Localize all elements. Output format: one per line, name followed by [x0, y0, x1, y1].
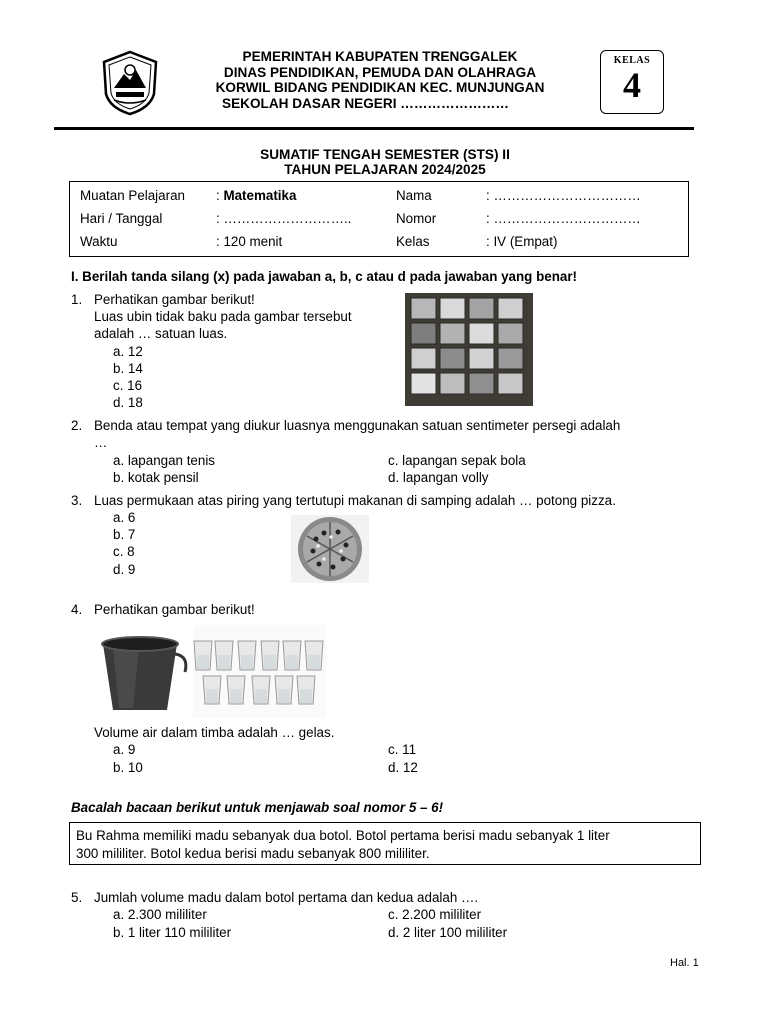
q4-line2: Volume air dalam timba adalah … gelas. [94, 725, 335, 740]
header-line-3: KORWIL BIDANG PENDIDIKAN KEC. MUNJUNGAN [215, 80, 545, 95]
q4-option-c[interactable]: c. 11 [388, 742, 417, 757]
header-line-1: PEMERINTAH KABUPATEN TRENGGALEK [242, 49, 518, 64]
q2-line1: Benda atau tempat yang diukur luasnya menggunakan satuan sentimeter persegi adalah [94, 418, 621, 433]
nomor-label: Nomor [396, 211, 437, 226]
nama-label: Nama [396, 188, 432, 203]
exam-title: SUMATIF TENGAH SEMESTER (STS) II [260, 147, 510, 162]
passage-box [69, 822, 701, 865]
q2-line2: … [94, 435, 108, 450]
q4-number: 4. [71, 602, 83, 617]
kelas-value: : IV (Empat) [486, 234, 558, 249]
q5-option-c[interactable]: c. 2.200 mililiter [388, 907, 482, 922]
page-number: Hal. 1 [670, 957, 699, 969]
q3-option-c[interactable]: c. 8 [113, 544, 135, 559]
student-info-box [69, 181, 689, 257]
q5-line1: Jumlah volume madu dalam botol pertama dan kedua adalah …. [94, 890, 479, 905]
nomor-value: : …………………………… [486, 211, 641, 226]
q1-line3: adalah … satuan luas. [94, 326, 228, 341]
q3-line1: Luas permukaan atas piring yang tertutupi makanan di samping adalah … potong pizza. [94, 493, 616, 508]
q3-option-a[interactable]: a. 6 [113, 510, 136, 525]
muatan-label: Muatan Pelajaran [80, 188, 185, 203]
q4-line1: Perhatikan gambar berikut! [94, 602, 255, 617]
kelas-badge-number: 4 [623, 65, 641, 105]
kelas-label: Kelas [396, 234, 430, 249]
q2-option-d[interactable]: d. lapangan volly [388, 470, 489, 485]
q4-option-a[interactable]: a. 9 [113, 742, 136, 757]
q1-option-b[interactable]: b. 14 [113, 361, 143, 376]
q2-option-a[interactable]: a. lapangan tenis [113, 453, 215, 468]
glasses-image [193, 625, 326, 718]
hari-value: : ……………………….. [216, 211, 352, 226]
q3-option-b[interactable]: b. 7 [113, 527, 136, 542]
q5-option-d[interactable]: d. 2 liter 100 mililiter [388, 925, 508, 940]
q4-option-b[interactable]: b. 10 [113, 760, 143, 775]
q1-option-a[interactable]: a. 12 [113, 344, 143, 359]
header-line-2: DINAS PENDIDIKAN, PEMUDA DAN OLAHRAGA [223, 65, 537, 80]
q1-number: 1. [71, 292, 83, 307]
q1-option-c[interactable]: c. 16 [113, 378, 143, 393]
regency-logo [100, 50, 160, 116]
passage-line-1: Bu Rahma memiliki madu sebanyak dua botol. Botol pertama berisi madu sebanyak 1 liter [76, 828, 610, 843]
bucket-image [99, 632, 189, 714]
q1-line1: Perhatikan gambar berikut! [94, 292, 255, 307]
passage-line-2: 300 mililiter. Botol kedua berisi madu sebanyak 800 mililiter. [76, 846, 430, 861]
q2-option-c[interactable]: c. lapangan sepak bola [388, 453, 526, 468]
q5-number: 5. [71, 890, 83, 905]
q4-option-d[interactable]: d. 12 [388, 760, 418, 775]
q3-option-d[interactable]: d. 9 [113, 562, 136, 577]
waktu-value: : 120 menit [216, 234, 283, 249]
exam-year: TAHUN PELAJARAN 2024/2025 [284, 162, 486, 177]
header-rule [54, 127, 694, 130]
q1-option-d[interactable]: d. 18 [113, 395, 143, 410]
q5-option-b[interactable]: b. 1 liter 110 mililiter [113, 925, 232, 940]
muatan-subject: Matematika [223, 188, 297, 203]
nama-value: : …………………………… [486, 188, 641, 203]
passage-intro: Bacalah bacaan berikut untuk menjawab soal nomor 5 – 6! [71, 800, 444, 815]
section-instruction: I. Berilah tanda silang (x) pada jawaban a, b, c atau d pada jawaban yang benar! [71, 269, 578, 284]
pizza-image [291, 515, 369, 583]
header-line-4: SEKOLAH DASAR NEGERI …………………… [222, 96, 509, 111]
q3-number: 3. [71, 493, 83, 508]
waktu-label: Waktu [80, 234, 118, 249]
q2-option-b[interactable]: b. kotak pensil [113, 470, 199, 485]
muatan-value: : Matematika [216, 188, 297, 203]
q5-option-a[interactable]: a. 2.300 mililiter [113, 907, 207, 922]
tile-floor-image [405, 293, 533, 406]
kelas-badge [600, 50, 664, 114]
hari-label: Hari / Tanggal [80, 211, 163, 226]
q2-number: 2. [71, 418, 83, 433]
kelas-badge-label: KELAS [613, 55, 651, 66]
q1-line2: Luas ubin tidak baku pada gambar tersebut [94, 309, 352, 324]
